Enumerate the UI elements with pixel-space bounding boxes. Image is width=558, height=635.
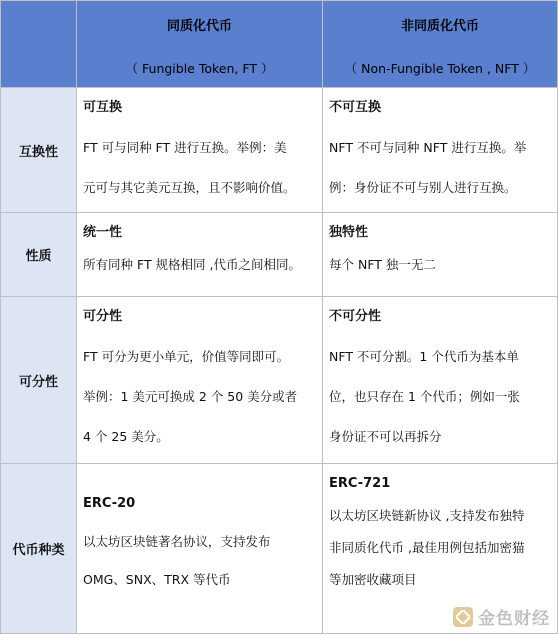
nft-text-line: 以太坊区块链新协议 ,支持发布独特 [329, 508, 525, 523]
table-row [1, 88, 558, 213]
header-ft-subtitle: （ Fungible Token, FT ） [125, 61, 274, 76]
nft-cell [323, 213, 558, 297]
nft-subtitle: 独特性 [329, 225, 369, 240]
ft-cell [77, 88, 323, 213]
nft-subtitle: ERC-721 [329, 476, 391, 491]
watermark [453, 604, 550, 629]
ft-cell [77, 213, 323, 297]
header-nft-cell [323, 1, 558, 88]
ft-text-line: OMG、SNX、TRX 等代币 [83, 572, 231, 587]
ft-text-line: FT 可分为更小单元，价值等同即可。 [83, 349, 290, 364]
row-label: 性质 [1, 213, 77, 297]
table-row [1, 213, 558, 297]
table-row [1, 297, 558, 464]
header-empty-cell [1, 1, 77, 88]
ft-text-line: 以太坊区块链著名协议，支持发布 [83, 534, 271, 549]
nft-text-line: 每个 NFT 独一无二 [329, 257, 436, 272]
nft-text-line: NFT 不可分割。1 个代币为基本单 [329, 349, 519, 364]
nft-cell [323, 88, 558, 213]
row-label: 代币种类 [1, 464, 77, 634]
gold-finance-logo-icon [453, 607, 473, 627]
nft-text-line: 例：身份证不可与别人进行互换。 [329, 180, 517, 195]
nft-text-line: 非同质化代币 ,最佳用例包括加密猫 [329, 540, 525, 555]
nft-text-line: 位，也只存在 1 个代币；例如一张 [329, 389, 520, 404]
nft-text-line: 身份证不可以再拆分 [329, 429, 442, 444]
ft-subtitle: 可互换 [83, 100, 123, 115]
ft-cell [77, 464, 323, 634]
header-nft-subtitle: （ Non-Fungible Token , NFT ） [344, 61, 536, 76]
nft-subtitle: 不可互换 [329, 100, 382, 115]
header-row [1, 1, 558, 88]
ft-subtitle: 可分性 [83, 309, 123, 324]
ft-text-line: 举例：1 美元可换成 2 个 50 美分或者 [83, 389, 298, 404]
header-nft-title: 非同质化代币 [400, 19, 479, 34]
nft-cell [323, 297, 558, 464]
ft-subtitle: ERC-20 [83, 496, 136, 511]
ft-text-line: 4 个 25 美分。 [83, 429, 169, 444]
ft-text-line: FT 可与同种 FT 进行互换。举例：美 [83, 140, 287, 155]
header-ft-title: 同质化代币 [166, 19, 232, 34]
nft-text-line: NFT 不可与同种 NFT 进行互换。举 [329, 140, 527, 155]
nft-text-line: 等加密收藏项目 [329, 572, 417, 587]
ft-cell [77, 297, 323, 464]
ft-text-line: 所有同种 FT 规格相同 ,代币之间相同。 [83, 257, 301, 272]
ft-subtitle: 统一性 [83, 225, 123, 240]
nft-subtitle: 不可分性 [329, 309, 382, 324]
row-label: 可分性 [1, 297, 77, 464]
header-ft-cell [77, 1, 323, 88]
row-label: 互换性 [1, 88, 77, 213]
watermark-text: 金色财经 [478, 609, 550, 629]
ft-text-line: 元可与其它美元互换，且不影响价值。 [83, 180, 296, 195]
